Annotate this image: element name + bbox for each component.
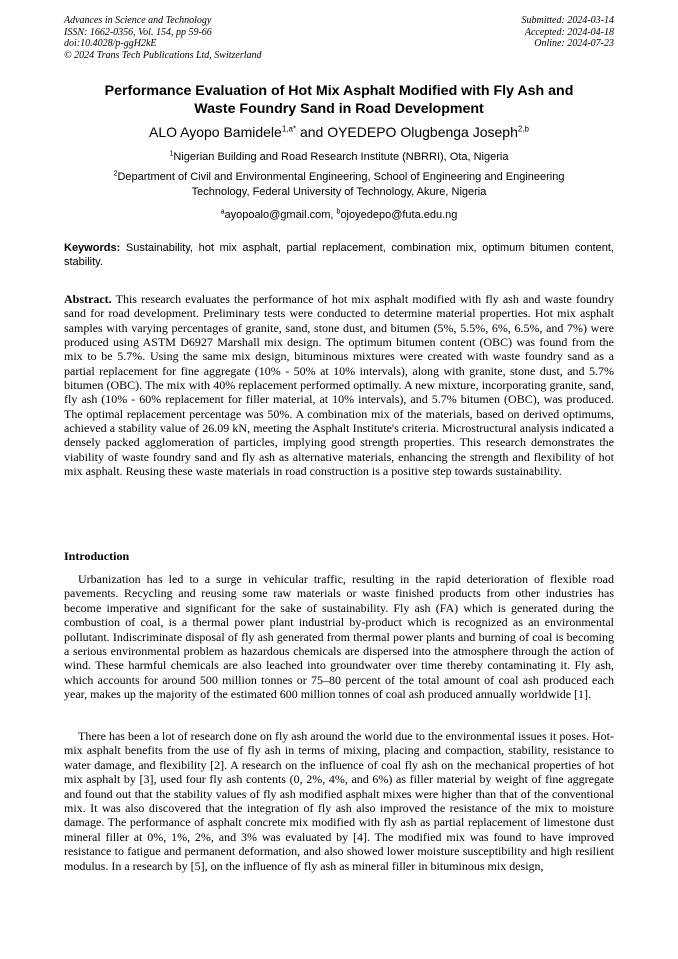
paper-title: [60, 82, 618, 118]
publication-dates: [522, 15, 615, 50]
author-1-affiliation-mark: 1,a*: [281, 124, 297, 134]
author-emails: [64, 208, 614, 223]
title-line-2: Waste Foundry Sand in Road Development: [194, 101, 484, 117]
author-2-affiliation-mark: 2,b: [517, 124, 529, 134]
affiliation-2-line-2: Technology, Federal University of Technology, Akure, Nigeria: [191, 186, 487, 198]
introduction-heading: Introduction: [64, 549, 130, 563]
abstract-label: Abstract.: [64, 292, 112, 306]
abstract-text: This research evaluates the performance of hot mix asphalt modified with fly ash and waste foundry sand for road development. Preliminary tests were conducted to determine material properties. Hot mix asphalt samples with varying percentages of granite, sand, stone dust, and bitumen (5%, 5.5%, 6%, 6.5%, and 7%) were produced using ASTM D6927 Marshall mix design. The optimum bitumen content (OBC) was found from the mix to be 5.7%. Using the same mix design, bituminous mixtures were created with waste foundry sand as a partial replacement for fine aggregate (10% - 50% at 10% intervals), along with granite, stone dust, and 5.7% bitumen (OBC). The mix with 40% replacement performed optimally. A new mixture, incorporating granite, sand, fly ash (10% - 60% replacement for filler material, at 10% intervals), and 5.7% bitumen (OBC), was produced. The optimal replacement percentage was 50%. A combination mix of the materials, based on derived optimums, achieved a stability value of 26.09 kN, meeting the Asphalt Institute's criteria. Microstructural analysis indicated a densely packed agglomeration of particles, implying good strength properties. This research demonstrates the viability of waste foundry sand and fly ash as alternative materials, enhancing the strength and flexibility of hot mix asphalt. Reusing these waste materials in road construction is a positive step towards sustainability.: [64, 292, 614, 479]
author-connector: and: [296, 124, 328, 140]
affiliation-2: [64, 170, 614, 200]
keywords-text: Sustainability, hot mix asphalt, partial replacement, combination mix, optimum bitumen content, stability.: [64, 242, 614, 268]
affiliation-1: [64, 150, 614, 165]
introduction-paragraph-2: There has been a lot of research done on fly ash around the world due to the environmental issues it poses. Hot-mix asphalt benefits from the use of fly ash in terms of mixing, placing and compaction, stability, resistance to water damage, and flexibility [2]. A research on the influence of coal fly ash on the mechanical properties of hot mix asphalt by [3], used four fly ash contents (0, 2%, 4%, and 6%) as filler material by weight of fine aggregate and found out that the stability values of fly ash modified asphalt mixes were higher than that of the conventional mix. It was also discovered that the integration of fly ash also improved the resistance of the mix to moisture damage. The performance of asphalt concrete mix modified with fly ash as partial replacement of limestone dust mineral filler at 0%, 1%, 2%, and 3% was evaluated by [4]. The modified mix was found to have improved resistance to fatigue and permanent deformation, and also showed lower moisture susceptibility and high resilient modulus. In a research by [5], on the influence of fly ash as mineral filler in bituminous mix design,: [64, 729, 614, 873]
keywords: [64, 241, 614, 269]
journal-info: [64, 15, 262, 61]
journal-doi: doi:10.4028/p-ggH2kE: [64, 38, 157, 49]
affiliation-2-line-1: Department of Civil and Environmental Engineering, School of Engineering and Engineering: [117, 171, 565, 183]
submitted-date: Submitted: 2024-03-14: [521, 15, 614, 26]
journal-name: Advances in Science and Technology: [64, 15, 212, 26]
title-line-1: Performance Evaluation of Hot Mix Asphalt Modified with Fly Ash and: [104, 83, 574, 99]
accepted-date: Accepted: 2024-04-18: [524, 26, 614, 38]
author-1: ALO Ayopo Bamidele: [148, 124, 282, 140]
email-a-mark: a: [220, 208, 225, 216]
author-list: [40, 124, 638, 140]
keywords-label: Keywords:: [64, 242, 121, 254]
affiliation-1-mark: 1: [169, 150, 174, 158]
email-b-mark: b: [336, 208, 341, 216]
abstract: [64, 292, 614, 478]
affiliation-2-mark: 2: [113, 170, 118, 178]
email-b[interactable]: ojoyedepo@futa.edu.ng: [340, 209, 458, 221]
online-date: Online: 2024-07-23: [534, 38, 614, 49]
author-2: OYEDEPO Olugbenga Joseph: [327, 124, 518, 140]
introduction-paragraph-1: Urbanization has led to a surge in vehicular traffic, resulting in the rapid deterioration of flexible road pavements. Recycling and reusing some raw materials or waste finished products from other industries has become imperative and significant for the sake of sustainability. Fly ash (FA) which is generated during the combustion of coal, is a thermal power plant industrial by-product which is recognized as an environmental pollutant. Indiscriminate disposal of fly ash generated from thermal power plants and burning of coal is becoming a serious environmental problem as hazardous chemicals are dispersed into the atmosphere through the action of wind. These harmful chemicals are also leached into groundwater over time thereby contaminating it. Fly ash, which accounts for around 500 million tonnes or 75–80 percent of the total amount of coal ash produced each year, makes up the majority of the estimated 600 million tonnes of coal ash produced annually worldwide [1].: [64, 572, 614, 702]
journal-issn: ISSN: 1662-0356, Vol. 154, pp 59-66: [64, 26, 212, 38]
affiliation-1-text: Nigerian Building and Road Research Institute (NBRRI), Ota, Nigeria: [173, 151, 509, 163]
email-a[interactable]: ayopoalo@gmail.com,: [224, 209, 337, 221]
journal-copyright: © 2024 Trans Tech Publications Ltd, Switzerland: [64, 49, 262, 61]
